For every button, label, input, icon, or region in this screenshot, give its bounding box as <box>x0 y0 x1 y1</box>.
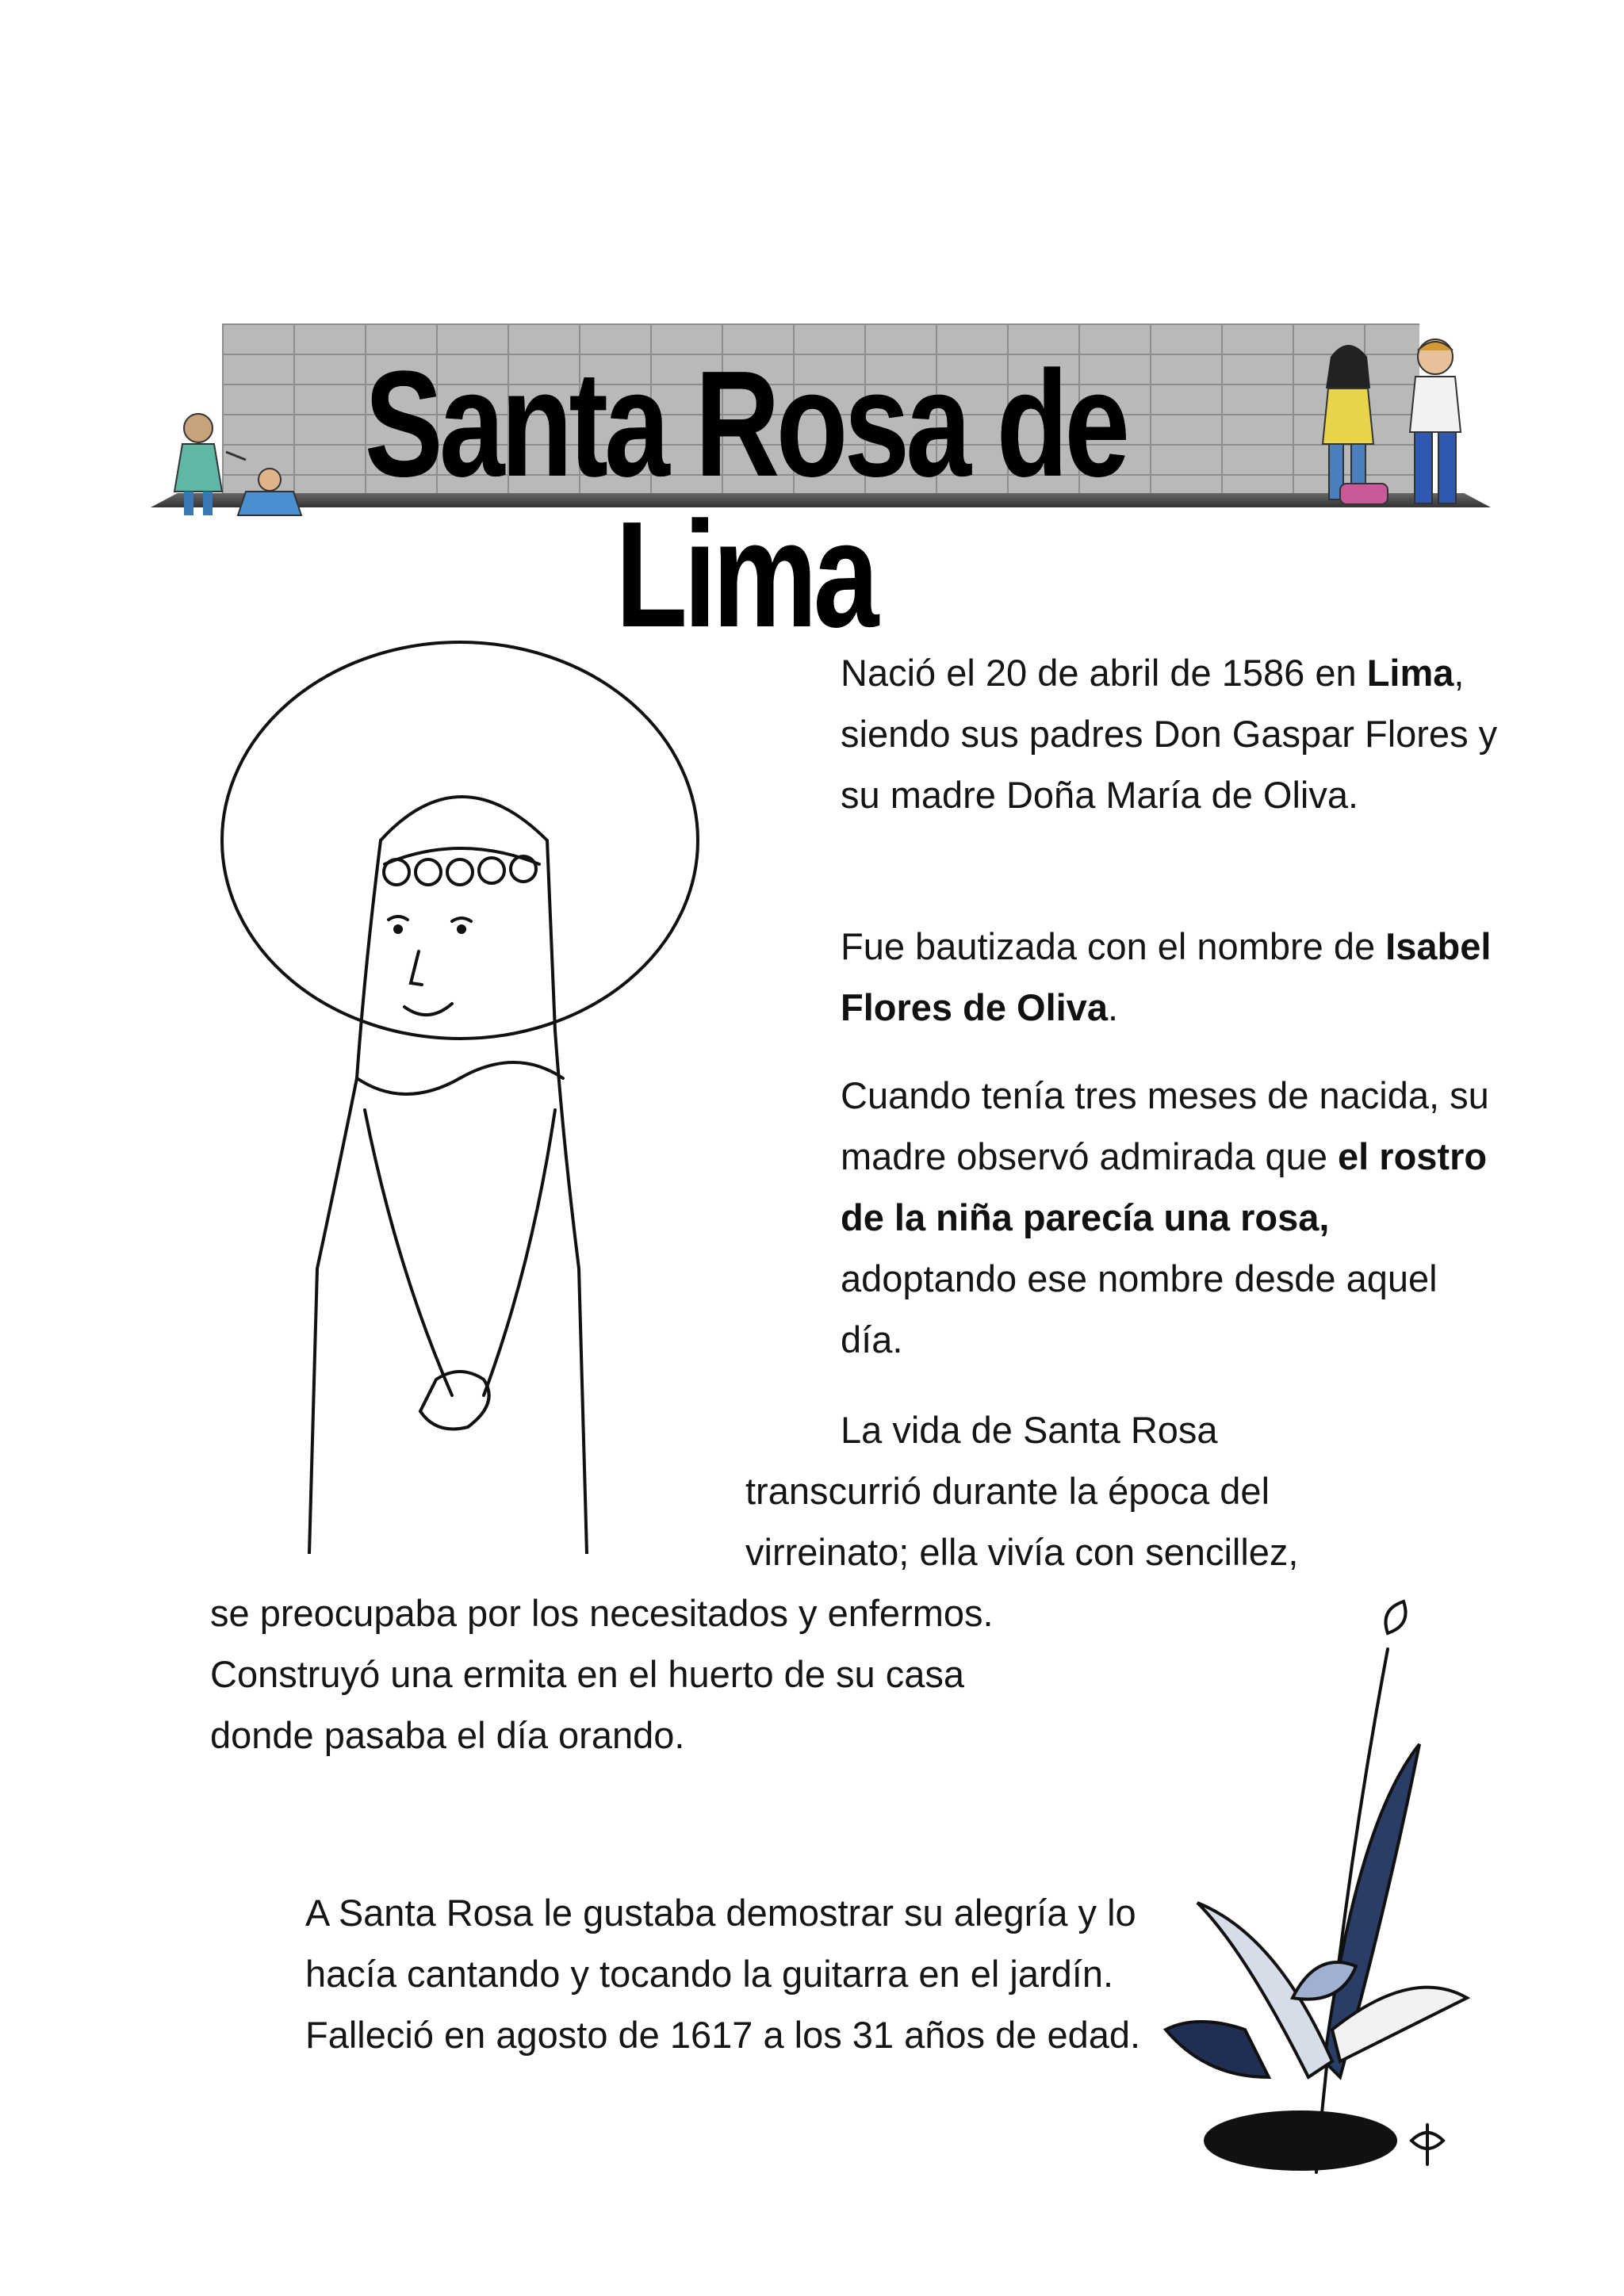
page-title: Santa Rosa de Lima <box>364 340 1127 659</box>
life-line-6: donde pasaba el día orando. <box>210 1714 685 1756</box>
teenagers-illustration <box>1285 333 1491 515</box>
life-line-1: La vida de Santa Rosa <box>841 1409 1218 1451</box>
santa-rosa-drawing <box>214 634 706 1554</box>
life-line-4: se preocupaba por los necesitados y enfermos. <box>210 1592 994 1634</box>
life-line-2: transcurrió durante la época del <box>745 1470 1270 1512</box>
life-line-3: virreinato; ella vivía con sencillez, <box>745 1531 1299 1573</box>
paragraph-baptism: Fue bautizada con el nombre de Isabel Flores de Oliva. <box>841 925 1492 1028</box>
paragraph-name-origin: Cuando tenía tres meses de nacida, su madre observó admirada que el rostro de la niña parecía una rosa, adoptando ese nombre desde aquel día. <box>841 1074 1489 1360</box>
paragraph-birth: Nació el 20 de abril de 1586 en Lima, siendo sus padres Don Gaspar Flores y su madre Doña María de Oliva. <box>841 652 1498 816</box>
paragraph-joy-death: A Santa Rosa le gustaba demostrar su alegría y lo hacía cantando y tocando la guitarra en el jardín. Falleció en agosto de 1617 a los 31 años de edad. <box>305 1892 1141 2056</box>
life-line-5: Construyó una ermita en el huerto de su casa <box>210 1653 964 1695</box>
